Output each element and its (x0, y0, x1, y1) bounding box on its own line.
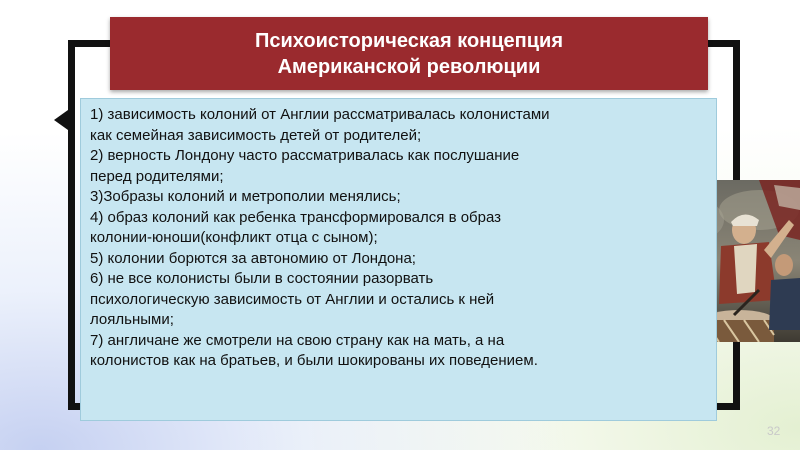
page-number: 32 (767, 424, 781, 438)
body-line: как семейная зависимость детей от родителей; (90, 126, 422, 144)
body-line: 2) верность Лондону часто рассматривалась как послушание (90, 147, 520, 164)
frame-top-right-segment (708, 40, 740, 47)
body-line: 1) зависимость колоний от Англии рассматривалась колонистами (90, 106, 550, 123)
body-line: психологическую зависимость от Англии и остались к ней (90, 290, 495, 308)
body-line: 4) образ колоний как ребенка трансформировался в образ (90, 208, 502, 226)
body-line: лояльными; (90, 311, 174, 328)
body-line: перед родителями; (90, 167, 224, 185)
body-line: колонистов как на братьев, и были шокированы их поведением. (90, 352, 538, 369)
title-line-1: Психоисторическая концепция (254, 29, 564, 52)
frame-pointer (54, 110, 68, 130)
slide-title (110, 17, 708, 90)
title-line-2: Американской революции (277, 55, 541, 78)
body-line: колонии-юноши(конфликт отца с сыном); (90, 229, 378, 246)
body-line: 7) англичане же смотрели на свою страну как на мать, а на (90, 331, 505, 349)
body-line: 3)Зобразы колоний и метрополии менялись; (90, 188, 401, 205)
body-line: 5) колонии борются за автономию от Лондона; (90, 249, 416, 267)
frame-top-left-segment (68, 40, 110, 47)
body-line: 6) не все колонисты были в состоянии разорвать (90, 270, 434, 287)
content-text-box (80, 98, 717, 421)
